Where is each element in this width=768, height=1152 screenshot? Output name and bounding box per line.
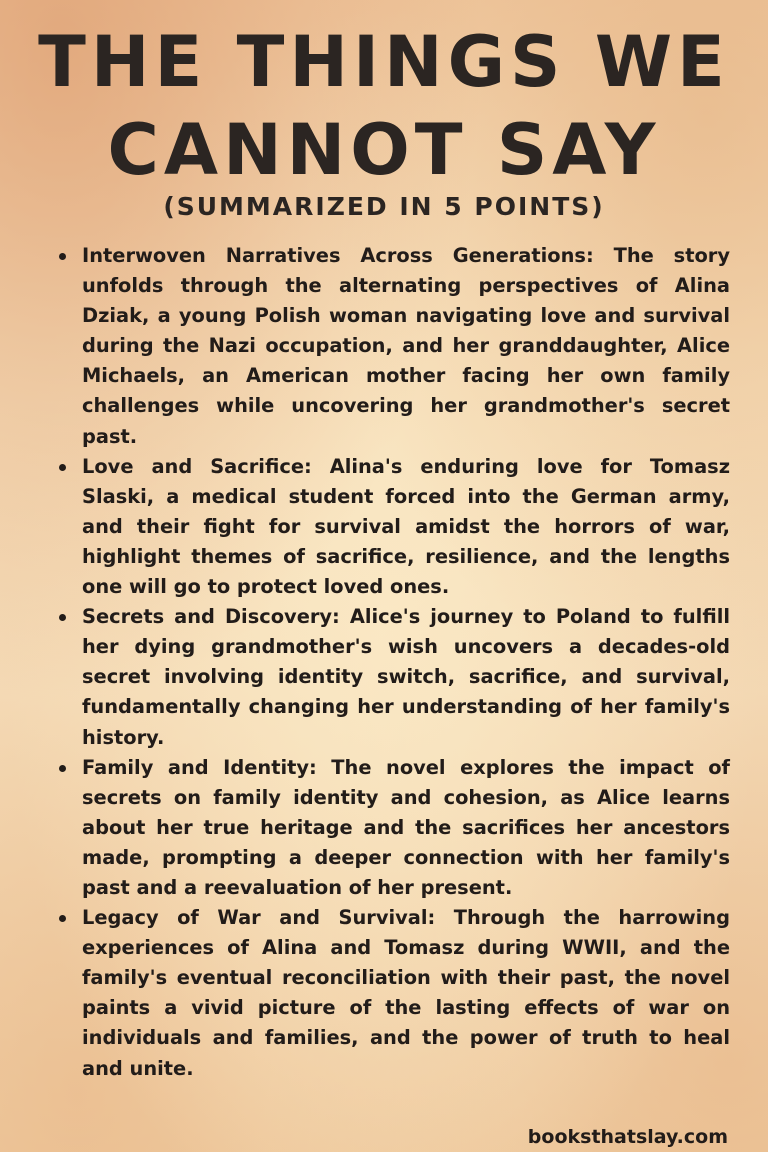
bullet-icon [59,253,66,260]
summary-point-4 [58,753,730,903]
summary-point-1 [58,241,730,452]
summary-point-text: Love and Sacrifice: Alina's enduring love for Tomasz Slaski, a medical student forced into the German army, and their fight for survival amidst the horrors of war, highlight themes of sacrifice, resilience, and the lengths one will go to protect loved ones. [82,454,730,599]
summary-point-text: Interwoven Narratives Across Generations: The story unfolds through the alternating perspectives of Alina Dziak, a young Polish woman navigating love and survival during the Nazi occupation, and her granddaughter, Alice Michaels, an American mother facing her own family challenges while uncovering her grandmother's secret past. [82,244,730,448]
title-line-1: THE THINGS WE [38,21,730,103]
summary-point-text: Legacy of War and Survival: Through the harrowing experiences of Alina and Tomasz during WWII, and the family's eventual reconciliation with their past, the novel paints a vivid picture of the lasting effects of war on individuals and families, and the power of truth to heal and unite. [82,906,730,1080]
bullet-icon [59,614,66,621]
title-line-2: CANNOT SAY [107,109,661,191]
bullet-icon [59,915,66,922]
summary-point-5 [58,903,730,1084]
summary-points-list [58,241,730,1084]
summary-point-text: Family and Identity: The novel explores the impact of secrets on family identity and cohesion, as Alice learns about her true heritage and the sacrifices her ancestors made, prompting a deeper connection with her family's past and a reevaluation of her present. [82,755,730,899]
bullet-icon [59,464,66,471]
summary-point-2 [58,452,730,602]
bullet-icon [59,765,66,772]
summary-point-text: Secrets and Discovery: Alice's journey to Poland to fulfill her dying grandmother's wish uncovers a decades-old secret involving identity switch, sacrifice, and survival, fundamentally changing her understanding of her family's history. [82,605,730,749]
subtitle: (SUMMARIZED IN 5 POINTS) [163,192,605,221]
page-title [0,18,768,194]
site-credit: booksthatslay.com [527,1126,728,1148]
summary-point-3 [58,602,730,752]
